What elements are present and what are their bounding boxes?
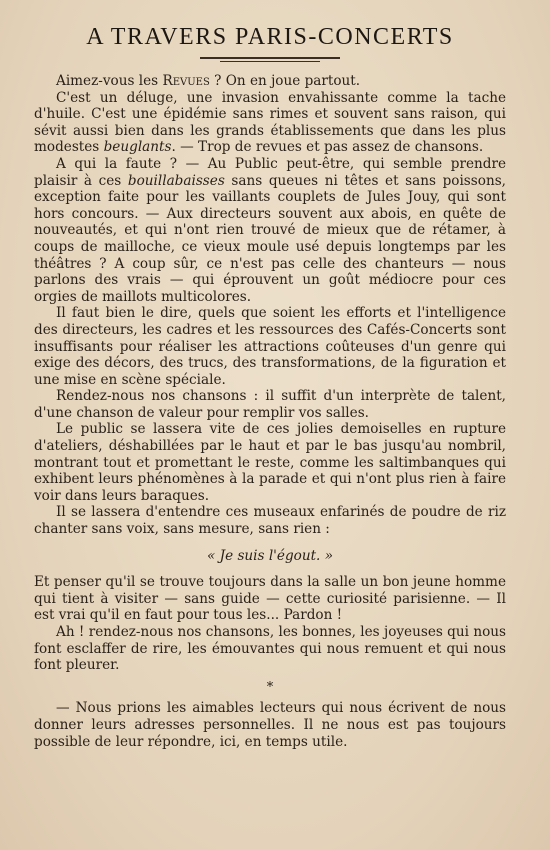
readers-note: — Nous prions les aimables lecteurs qui nous écrivent de nous donner leurs adresses personnelles. Il ne nous est pas toujours possible de leur répondre, ici, en temps utile.	[34, 700, 506, 750]
revues-term: Revues	[162, 73, 210, 89]
paragraph-5: Rendez-nous nos chansons : il suffit d'un interprète de talent, d'une chanson de valeur pour remplir vos salles.	[34, 388, 506, 421]
article-title: A TRAVERS PARIS-CONCERTS	[86, 24, 454, 50]
bouillabaisses-term: bouillabaisses	[127, 172, 225, 189]
paragraph-9: Ah ! rendez-nous nos chansons, les bonnes, les joyeuses qui nous font esclaffer de rire, les émouvantes qui nous remuent et qui nous font pleurer.	[34, 624, 506, 674]
paragraph-2-text-end: . — Trop de revues et pas assez de chansons.	[171, 139, 484, 156]
paragraph-3	[34, 156, 506, 305]
paragraph-1-text: Aimez-vous les	[56, 73, 163, 89]
paragraph-1	[34, 73, 506, 90]
paragraph-8: Et penser qu'il se trouve toujours dans la salle un bon jeune homme qui tient à visiter — sans guide — cette curiosité parisienne. — Il est vrai qu'il en faut pour tous les... Pardon !	[34, 574, 506, 624]
paragraph-1-text-end: ? On en joue partout.	[209, 73, 361, 89]
section-separator: *	[266, 679, 274, 695]
paragraph-6: Le public se lassera vite de ces jolies demoiselles en rupture d'ateliers, déshabillées par le haut et par le bas jusqu'au nombril, montrant tout et promettant le reste, comme les saltimbanques qui exhibent leurs phénomènes à la parade et qui n'ont plus rien à faire voir dans leurs baraques.	[34, 421, 506, 504]
article-body	[34, 73, 506, 750]
song-quote: « Je suis l'égout. »	[206, 547, 334, 564]
paragraph-7: Il se lassera d'entendre ces museaux enfarinés de poudre de riz chanter sans voix, sans mesure, sans rien :	[34, 504, 506, 538]
paragraph-2-text: C'est un déluge, une invasion envahissante comme la tache d'huile. C'est une épidémie sans rimes et souvent sans raison, qui sévit aussi bien dans les grands établissements que dans les plus modestes	[34, 89, 506, 156]
paragraph-4: Il faut bien le dire, quels que soient les efforts et l'intelligence des directeurs, les cadres et les ressources des Cafés-Concerts sont insuffisants pour réaliser les attractions coûteuses d'un genre qui exige des décors, des trucs, des transformations, de la figuration et une mise en scène spéciale.	[34, 305, 506, 388]
paragraph-3-text-end: sans queues ni têtes et sans poissons, exception faite pour les vaillants couplets de Jules Jouy, qui sont hors concours. — Aux directeurs souvent aux abois, en quête de nouveautés, et qui n'ont rien trouvé de mieux que de rétamer, à coups de mailloche, ce vieux moule usé depuis longtemps par les théâtres ? A coup sûr, ce n'est pas celle des chanteurs — nous parlons des vrais — qui éprouvent un goût médiocre pour ces orgies de maillots multicolores.	[34, 172, 506, 305]
paragraph-2	[34, 90, 506, 156]
beuglants-term: beuglants	[103, 139, 172, 156]
title-rule	[200, 57, 340, 59]
paragraph-3-text: A qui la faute ? — Au Public peut-être, qui semble prendre plaisir à ces	[34, 155, 506, 189]
